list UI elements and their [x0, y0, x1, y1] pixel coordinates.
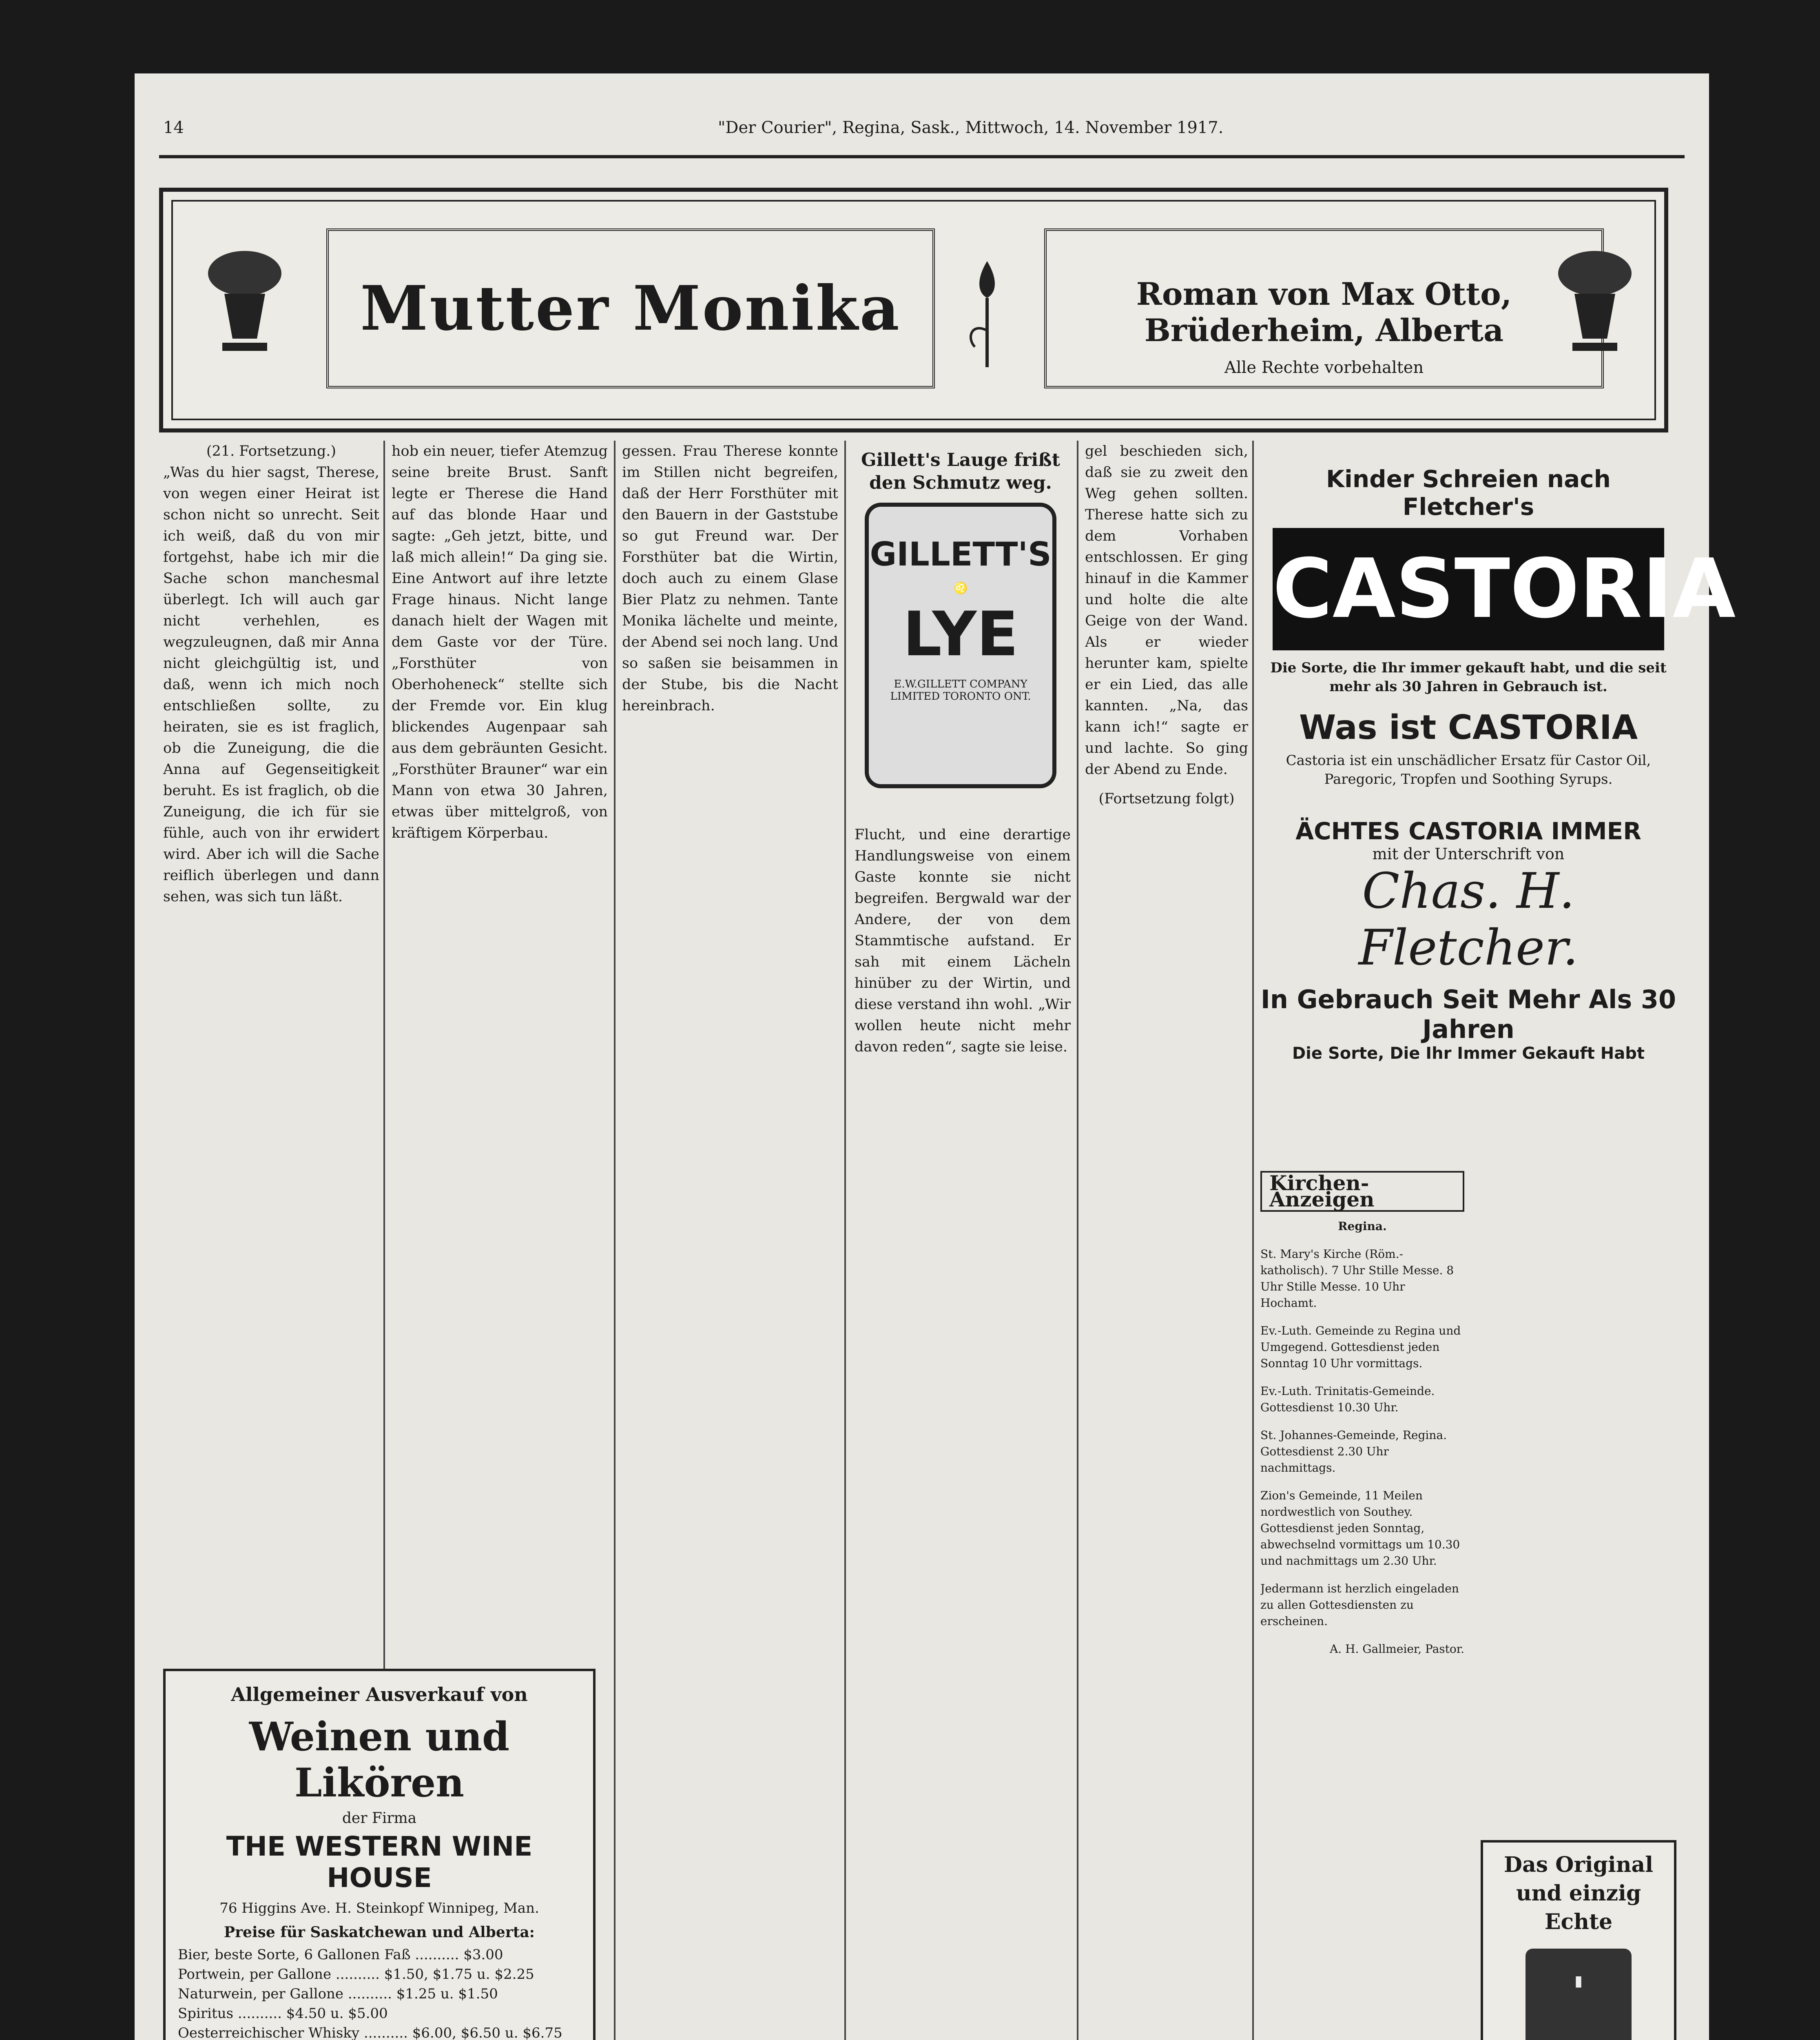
- story-title: Mutter Monika: [360, 273, 901, 344]
- column-3-text: gessen. Frau Therese konnte im Stillen nicht begreifen, daß der Herr Forsthüter mit den Bauern in der Gaststube so gut Freund war. Der Forsthüter bat die Wirtin, doch auch zu einem Glase Bier Platz zu nehmen. Tante Monika lächelte und meinte, der Abend sei noch lang. Und so saßen sie beisammen in der Stube, bis die Nacht hereinbrach.: [622, 443, 838, 714]
- column-rule: [1252, 441, 1254, 2040]
- lye-can-brand: GILLETT'S: [870, 535, 1052, 573]
- castoria-ad: [1260, 465, 1736, 1151]
- minard-liniment-ad: [1481, 1840, 1676, 2040]
- church-entry: Ev.-Luth. Gemeinde zu Regina und Umgegend. Gottesdienst jeden Sonntag 10 Uhr vormittags.: [1260, 1324, 1461, 1370]
- castoria-text-1: Die Sorte, die Ihr immer gekauft habt, und die seit mehr als 30 Jahren in Gebrauch ist.: [1270, 660, 1667, 695]
- castoria-text-2: Castoria ist ein unschädlicher Ersatz für Castor Oil, Paregoric, Tropfen und Soothing Syrups.: [1286, 752, 1651, 787]
- continuation-note: (21. Fortsetzung.): [206, 443, 337, 459]
- column-rule: [614, 441, 616, 2040]
- wine-ad-address: 76 Higgins Ave. H. Steinkopf Winnipeg, Man.: [219, 1900, 539, 1916]
- church-city: Regina.: [1338, 1220, 1387, 1233]
- column-2: [392, 441, 608, 2040]
- lion-icon: ♌: [953, 581, 968, 595]
- church-left-col: [1260, 1171, 1464, 1657]
- church-pastor: A. H. Gallmeier, Pastor.: [1330, 1642, 1464, 1656]
- title-frame: [326, 228, 935, 388]
- gillett-ad-title: Gillett's Lauge frißt den Schmutz weg.: [861, 450, 1061, 493]
- lye-can: [865, 503, 1056, 788]
- page-number: 14: [163, 118, 184, 137]
- column-4: [855, 824, 1071, 2040]
- castoria-with-signature: mit der Unterschrift von: [1372, 845, 1565, 863]
- column-5-text: gel beschieden sich, daß sie zu zweit den Weg gehen sollten. Therese hatte sich zu dem Vorhaben entschlossen. Er ging hinauf in die Kammer und holte die alte Geige von der Wand. Als er wieder herunter kam, spielte er ein Lied, das alle kannten. „Na, das kann ich!“ sagte er und lachte. So ging der Abend zu Ende.: [1085, 443, 1248, 778]
- liniment-bottle-icon: ▮: [1526, 1949, 1632, 2040]
- header-rule: [159, 155, 1685, 158]
- to-be-continued: (Fortsetzung folgt): [1098, 791, 1235, 807]
- castoria-in-use: In Gebrauch Seit Mehr Als 30 Jahren: [1260, 985, 1676, 1044]
- lily-ornament-icon: [963, 245, 1012, 375]
- newspaper-page: [135, 73, 1736, 2040]
- church-notice: Jedermann ist herzlich eingeladen zu allen Gottesdiensten zu erscheinen.: [1260, 1582, 1459, 1628]
- author-line: Roman von Max Otto, Brüderheim, Alberta: [1136, 276, 1512, 348]
- dateline: "Der Courier", Regina, Sask., Mittwoch, 14. November 1917.: [718, 118, 1224, 137]
- price-row: Naturwein, per Gallone .......... $1.25 u. $1.50: [178, 1986, 498, 2002]
- price-row: Spiritus .......... $4.50 u. $5.00: [178, 2005, 388, 2022]
- column-5: [1085, 441, 1248, 2040]
- price-row: Portwein, per Gallone .......... $1.50, $1.75 u. $2.25: [178, 1966, 534, 1982]
- column-2-text: hob ein neuer, tiefer Atemzug seine breite Brust. Sanft legte er Therese die Hand auf das blonde Haar und sagte: „Geh jetzt, bitte, und laß mich allein!“ Da ging sie. Eine Antwort auf ihre letzte Frage hinaus. Nicht lange danach hielt der Wagen mit dem Gaste vor der Türe. „Forsthüter von Oberhoheneck“ stellte sich der Fremde vor. Ein klug blickendes Augenpaar sah aus dem gebräunten Gesicht. „Forsthüter Brauner“ war ein Mann von etwa 30 Jahren, etwas über mittelgroß, von kräftigem Körperbau.: [392, 443, 608, 841]
- column-3: [622, 441, 838, 2040]
- wine-ad-firm-intro: der Firma: [342, 1810, 417, 1827]
- church-entry: Ev.-Luth. Trinitatis-Gemeinde. Gottesdienst 10.30 Uhr.: [1260, 1384, 1435, 1414]
- column-1: [163, 441, 379, 1661]
- column-rule: [844, 441, 846, 2040]
- column-4-text: Flucht, und eine derartige Handlungsweise von einem Gaste konnte sie nicht begreifen. Bergwald war der Andere, der von dem Stammtische aufstand. Er sah mit einem Lächeln hinüber zu der Wirtin, und diese verstand ihn wohl. „Wir wollen heute nicht mehr davon reden“, sagte sie leise.: [855, 827, 1071, 1055]
- castoria-question: Was ist CASTORIA: [1299, 708, 1638, 747]
- serial-banner: [159, 188, 1668, 432]
- urn-ornament-left-icon: [200, 245, 290, 375]
- rights-line: Alle Rechte vorbehalten: [1224, 358, 1424, 377]
- urn-ornament-right-icon: [1550, 245, 1640, 375]
- price-row: Bier, beste Sorte, 6 Gallonen Faß .......... $3.00: [178, 1947, 503, 1963]
- church-entry: Zion's Gemeinde, 11 Meilen nordwestlich von Southey. Gottesdienst jeden Sonntag, abwechselnd vormittags um 10.30 und nachmittags um 2.30 Uhr.: [1260, 1489, 1460, 1568]
- gillett-lye-ad: [855, 449, 1067, 816]
- church-notices: [1260, 1171, 1676, 2040]
- wine-ad-price-title: Preise für Saskatchewan und Alberta:: [224, 1924, 535, 1941]
- wine-ad-heading: Allgemeiner Ausverkauf von: [231, 1683, 528, 1705]
- price-row: Oesterreichischer Whisky .......... $6.00, $6.50 u. $6.75: [178, 2025, 562, 2040]
- church-entry: St. Johannes-Gemeinde, Regina. Gottesdienst 2.30 Uhr nachmittags.: [1260, 1428, 1447, 1475]
- column-1-text: „Was du hier sagst, Therese, von wegen einer Heirat ist schon nicht so unrecht. Seit ich weiß, daß du von mir fortgehst, habe ich mir die Sache schon manchesmal überlegt. Ich will auch gar nicht verhehlen, es wegzuleugnen, daß mir Anna nicht gleichgültig ist, und daß, wenn ich mich noch entschließen sollte, zu heiraten, sie es ist fraglich, ob die Zuneigung, die die Anna auf Gegenseitigkeit beruht. Es ist fraglich, ob die Zuneigung, die ich für sie fühle, auch von ihr erwidert wird. Aber ich will die Sache reiflich überlegen und dann sehen, was sich tun läßt.: [163, 464, 379, 905]
- wine-ad-firm: THE WESTERN WINE HOUSE: [226, 1831, 533, 1894]
- column-rule: [1077, 441, 1078, 2040]
- fletcher-signature: Chas. H. Fletcher.: [1358, 863, 1579, 976]
- castoria-sorte: Die Sorte, Die Ihr Immer Gekauft Habt: [1292, 1044, 1645, 1063]
- wine-ad-product: Weinen und Likören: [249, 1714, 510, 1806]
- lye-can-company: E.W.GILLETT COMPANY LIMITED TORONTO ONT.: [890, 678, 1031, 703]
- castoria-head: Kinder Schreien nach Fletcher's: [1326, 465, 1611, 521]
- author-frame: [1044, 228, 1604, 388]
- church-notices-title: Kirchen-Anzeigen: [1260, 1171, 1464, 1212]
- lye-can-label: LYE: [903, 599, 1018, 670]
- castoria-banner: CASTORIA: [1273, 528, 1664, 650]
- church-entry: St. Mary's Kirche (Röm.-katholisch). 7 Uhr Stille Messe. 8 Uhr Stille Messe. 10 Uhr Hochamt.: [1260, 1247, 1454, 1310]
- castoria-genuine: ÄCHTES CASTORIA IMMER: [1295, 817, 1641, 845]
- page-header: [163, 118, 1681, 143]
- minard-intro: Das Original und einzig Echte: [1504, 1852, 1653, 1934]
